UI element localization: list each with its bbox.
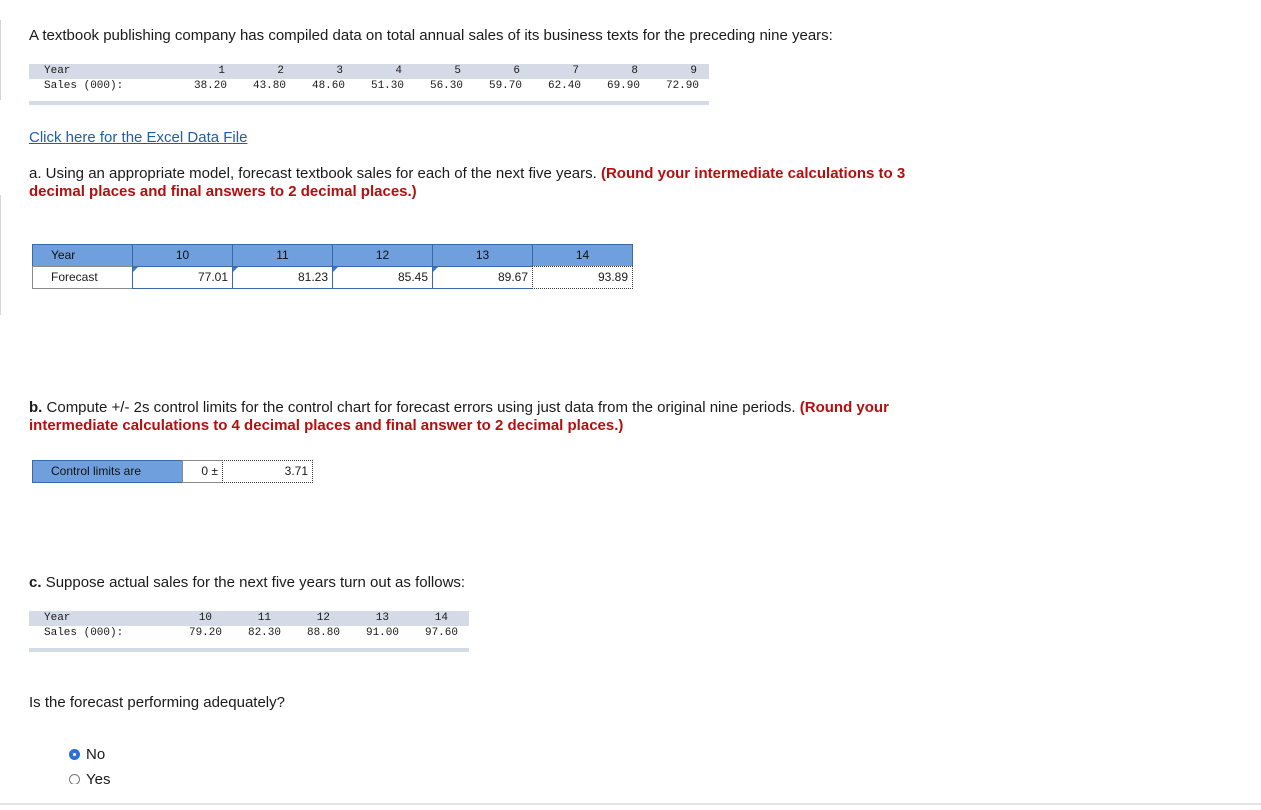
part-b-question: [29, 399, 959, 435]
adequacy-question: Is the forecast performing adequately?: [29, 694, 285, 711]
part-c-lead: c.: [29, 574, 42, 591]
year-cell: 3: [336, 65, 343, 77]
forecast-input-12[interactable]: 85.45: [332, 266, 433, 289]
table-underline: [29, 101, 709, 105]
radio-label-yes: Yes: [86, 771, 111, 784]
answer-flag-icon: [333, 267, 338, 272]
forecast-label: Forecast: [32, 266, 133, 289]
year-cell: 1: [218, 65, 225, 77]
table-row: [29, 79, 709, 94]
sales-cell: 82.30: [247, 627, 281, 639]
part-b-rounding-note: (Round your intermediate calculations to 4 decimal places and final answer to 2 decimal places.): [29, 399, 889, 434]
answer-flag-icon: [133, 267, 138, 272]
forecast-input-14[interactable]: 93.89: [532, 266, 633, 289]
year-cell: 11: [257, 612, 271, 624]
forecast-input-13[interactable]: 89.67: [432, 266, 533, 289]
radio-option-no[interactable]: [69, 746, 105, 763]
year-cell: 10: [198, 612, 212, 624]
table-row: [29, 626, 469, 641]
part-b-text: Compute +/- 2s control limits for the control chart for forecast errors using just data from the original nine periods.: [46, 399, 796, 416]
control-limits-center: 0 ±: [182, 460, 223, 483]
year-header-cell: 11: [232, 244, 333, 267]
sales-label: Sales (000):: [44, 627, 124, 639]
control-limits-label: Control limits are: [32, 460, 183, 483]
sales-cell: 72.90: [665, 80, 699, 92]
year-header: Year: [32, 244, 133, 267]
sales-history-table: [29, 64, 709, 94]
bottom-divider: [0, 803, 1261, 805]
year-header-cell: 12: [332, 244, 433, 267]
sales-cell: 56.30: [429, 80, 463, 92]
part-a-rounding-note: (Round your intermediate calculations to 3 decimal places and final answers to 2 decimal places.): [29, 165, 906, 200]
table-row: [29, 611, 469, 626]
control-limit-input[interactable]: 3.71: [222, 460, 313, 483]
intro-text: A textbook publishing company has compiled data on total annual sales of its business texts for the preceding nine years:: [29, 27, 833, 44]
forecast-input-11[interactable]: 81.23: [232, 266, 333, 289]
year-cell: 5: [454, 65, 461, 77]
excel-data-link[interactable]: Click here for the Excel Data File: [29, 129, 248, 146]
table-row: [29, 64, 709, 79]
forecast-input-10[interactable]: 77.01: [132, 266, 233, 289]
year-cell: 6: [513, 65, 520, 77]
year-label: Year: [44, 65, 71, 77]
radio-selected-icon[interactable]: [69, 749, 80, 760]
answer-flag-icon: [233, 267, 238, 272]
sales-cell: 88.80: [306, 627, 340, 639]
left-rule: [0, 195, 1, 315]
sales-cell: 69.90: [606, 80, 640, 92]
part-c-text: Suppose actual sales for the next five years turn out as follows:: [45, 574, 466, 591]
sales-cell: 51.30: [370, 80, 404, 92]
year-header-cell: 13: [432, 244, 533, 267]
actual-sales-table: [29, 611, 469, 641]
year-cell: 13: [375, 612, 389, 624]
sales-cell: 62.40: [547, 80, 581, 92]
radio-option-yes[interactable]: [69, 771, 110, 784]
radio-unselected-icon[interactable]: [69, 774, 80, 784]
part-b-lead: b.: [29, 399, 43, 416]
part-a-text: a. Using an appropriate model, forecast textbook sales for each of the next five years.: [29, 165, 597, 182]
year-cell: 7: [572, 65, 579, 77]
year-header-cell: 14: [532, 244, 633, 267]
sales-cell: 97.60: [424, 627, 458, 639]
year-cell: 2: [277, 65, 284, 77]
part-a-question: [29, 165, 959, 201]
sales-cell: 38.20: [193, 80, 227, 92]
answer-flag-icon: [433, 267, 438, 272]
year-header-cell: 10: [132, 244, 233, 267]
sales-cell: 48.60: [311, 80, 345, 92]
table-underline: [29, 648, 469, 652]
year-cell: 14: [434, 612, 448, 624]
sales-cell: 43.80: [252, 80, 286, 92]
sales-cell: 59.70: [488, 80, 522, 92]
left-rule: [0, 20, 1, 100]
sales-cell: 91.00: [365, 627, 399, 639]
year-cell: 4: [395, 65, 402, 77]
part-c-question: [29, 574, 959, 592]
radio-label-no: No: [86, 746, 106, 763]
sales-label: Sales (000):: [44, 80, 124, 92]
sales-cell: 79.20: [188, 627, 222, 639]
year-label: Year: [44, 612, 71, 624]
year-cell: 8: [631, 65, 638, 77]
year-cell: 9: [690, 65, 697, 77]
year-cell: 12: [316, 612, 330, 624]
